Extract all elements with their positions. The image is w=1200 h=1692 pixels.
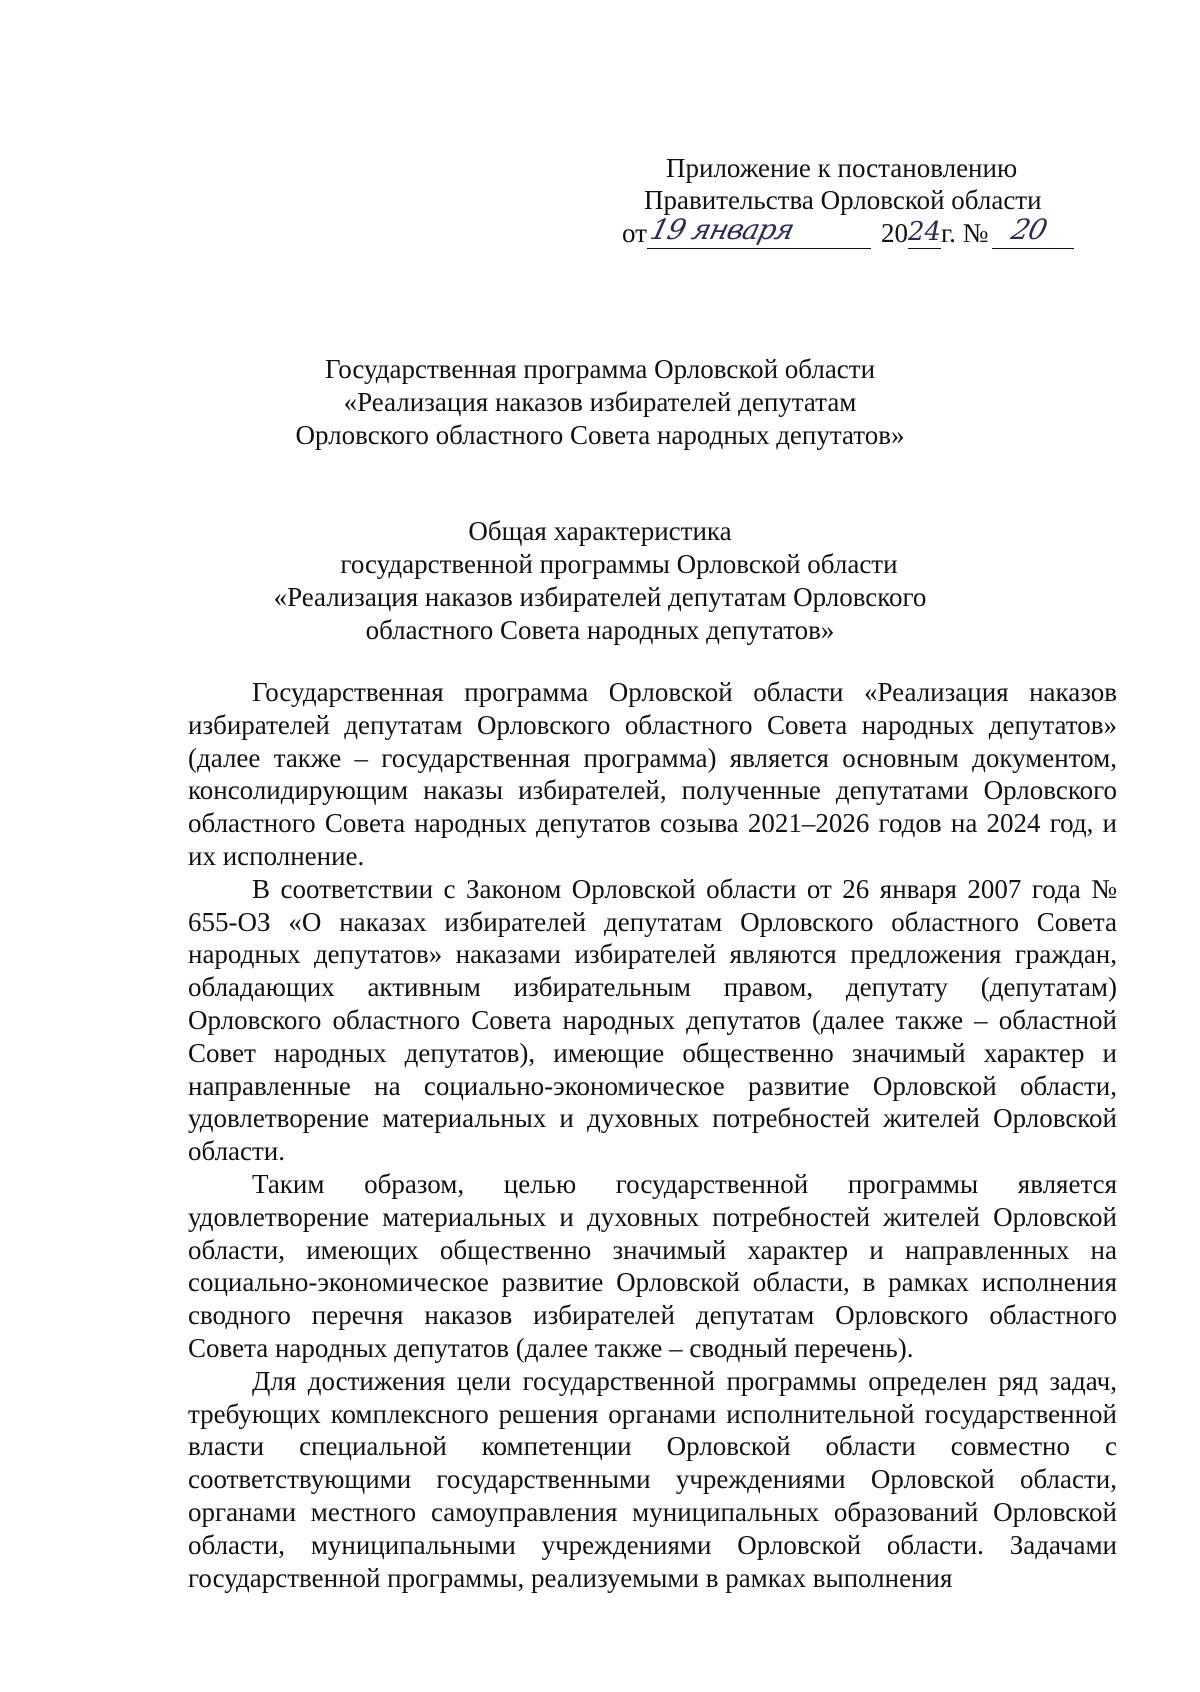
section-title-line-2: государственной программы Орловской области — [340, 549, 898, 579]
program-title — [0, 353, 1200, 452]
paragraph-2: В соответствии с Законом Орловской области от 26 января 2007 года № 655-ОЗ «О наказах избирателей депутатам Орловского областного Совета народных депутатов» наказами избирателей являются предложения граждан, обладающих активным избирательным правом, депутату (депутатам) Орловского областного Совета народных депутатов (далее также – областной Совет народных депутатов), имеющие общественно значимый характер и направленные на социально-экономическое развитие Орловской области, удовлетворение материальных и духовных потребностей жителей Орловской области. — [188, 873, 1117, 1167]
year-suffix: г. № — [941, 218, 989, 248]
paragraph-4: Для достижения цели государственной программы определен ряд задач, требующих комплексного решения органами исполнительной государственной власти специальной компетенции Орловской области совместно с соответствующими государственными учреждениями Орловской области, органами местного самоуправления муниципальных образований Орловской области, муниципальными учреждениями Орловской области. Задачами государственной программы, реализуемыми в рамках выполнения — [188, 1365, 1117, 1593]
handwritten-date: 19 января — [646, 213, 798, 246]
program-title-line-1: Государственная программа Орловской области — [324, 354, 876, 384]
handwritten-year: 24 — [907, 217, 942, 247]
program-title-line-2: «Реализация наказов избирателей депутатам — [343, 387, 857, 417]
program-title-line-3: Орловского областного Совета народных депутатов» — [295, 420, 905, 450]
appendix-line-1: Приложение к постановлению — [666, 153, 1018, 183]
date-prefix: от — [622, 218, 647, 248]
appendix-line-2: Правительства Орловской области — [644, 185, 1042, 215]
year-prefix: 20 — [880, 218, 908, 248]
appendix-date-line — [560, 213, 1120, 249]
section-title-line-4: областного Совета народных депутатов» — [365, 615, 835, 645]
paragraph-1: Государственная программа Орловской области «Реализация наказов избирателей депутатам Орловского областного Совета народных депутатов» (далее также – государственная программа) является основным документом, консолидирующим наказы избирателей, полученные депутатами Орловского областного Совета народных депутатов созыва 2021–2026 годов на 2024 год, и их исполнение. — [188, 677, 1117, 871]
number-field — [992, 213, 1074, 249]
section-title — [0, 515, 1200, 647]
paragraph-3: Таким образом, целью государственной программы является удовлетворение материальных и духовных потребностей жителей Орловской области, имеющих общественно значимый характер и направленных на социально-экономическое развитие Орловской области, в рамках исполнения сводного перечня наказов избирателей депутатам Орловского областного Совета народных депутатов (далее также – сводный перечень). — [188, 1168, 1117, 1363]
body-text — [188, 676, 1117, 1594]
section-title-line-1: Общая характеристика — [468, 516, 732, 546]
handwritten-number: 20 — [1008, 213, 1051, 246]
appendix-header — [560, 152, 1120, 249]
section-title-line-3: «Реализация наказов избирателей депутатам Орловского — [273, 582, 927, 612]
date-field — [646, 213, 871, 249]
